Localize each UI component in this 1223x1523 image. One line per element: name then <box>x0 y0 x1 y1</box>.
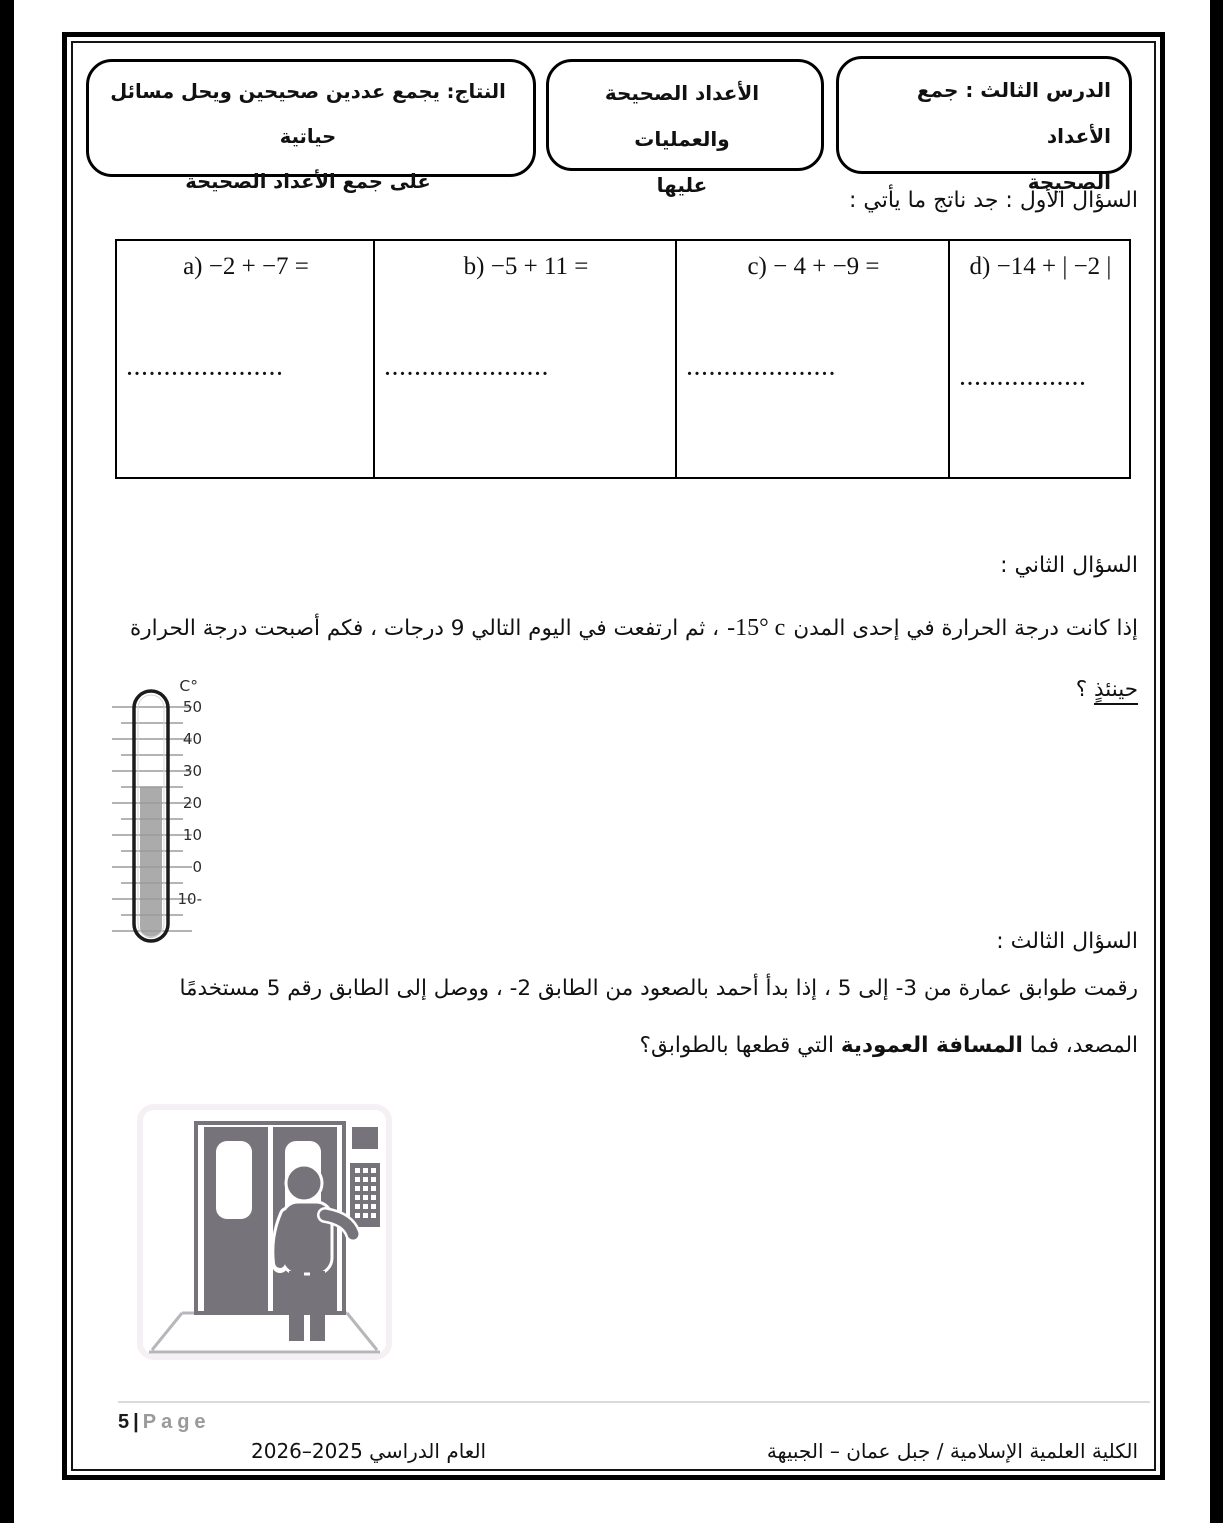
question2-text-before: إذا كانت درجة الحرارة في إحدى المدن <box>793 616 1138 641</box>
table-row <box>116 240 1130 478</box>
question2-label: السؤال الثاني : <box>1000 553 1138 578</box>
academic-year: العام الدراسي 2025–2026 <box>251 1439 487 1463</box>
question3-bold-phrase: المسافة العمودية <box>840 1033 1023 1058</box>
tick-label-0: 0 <box>192 858 202 876</box>
answer-line-c: .................... <box>687 359 837 379</box>
question1-table <box>115 239 1131 479</box>
temperature-value: -15° c <box>727 615 786 641</box>
tick-label-20: 20 <box>182 794 202 812</box>
answer-line-b: ...................... <box>385 359 550 379</box>
question3-label: السؤال الثالث : <box>996 929 1138 954</box>
school-name: الكلية العلمية الإسلامية / جبل عمان – الجبيهة <box>766 1439 1138 1463</box>
problem-expression-c: c) − 4 + −9 = <box>747 253 880 280</box>
page-number-label <box>118 1411 211 1434</box>
door-window-left <box>216 1141 252 1219</box>
lesson-title-box <box>836 56 1132 194</box>
tick-label-10: 10 <box>182 826 202 844</box>
tick-label-50: 50 <box>182 698 202 716</box>
elevator-illustration <box>136 1103 393 1361</box>
page-number-separator: | <box>133 1411 139 1433</box>
outcome-line1: النتاج: يجمع عددين صحيحين ويحل مسائل حياتية <box>110 80 506 148</box>
problem-cell-d <box>949 240 1130 478</box>
problem-expression-b: b) −5 + 11 = <box>463 253 589 280</box>
unit-topic-box <box>546 59 824 197</box>
question3-line1: رقمت طوابق عمارة من 3- إلى 5 ، إذا بدأ أحمد بالصعود من الطابق 2- ، ووصل إلى الطابق رقم 5 مستخدمًا <box>179 976 1138 1001</box>
page-word: Page <box>142 1411 211 1433</box>
lesson-title-line2: الصحيحة <box>1027 170 1111 194</box>
question2-text <box>83 615 1138 642</box>
lesson-title-line1: الدرس الثالث : جمع الأعداد <box>916 78 1111 148</box>
elevator-keypad <box>350 1163 380 1227</box>
floor-indicator-panel <box>352 1127 378 1149</box>
answer-line-a: ..................... <box>127 359 285 379</box>
page-content <box>71 41 1156 1471</box>
question3-line2 <box>83 1033 1138 1058</box>
answer-line-d: ................. <box>960 369 1088 389</box>
question2-underlined-word: حينئذٍ <box>1094 677 1138 705</box>
problem-cell-a <box>116 240 374 478</box>
tick-label-40: 40 <box>182 730 202 748</box>
question3-line2-post: التي قطعها بالطوابق؟ <box>639 1033 841 1058</box>
page-number: 5 <box>118 1411 130 1433</box>
problem-expression-d: d) −14 + | −2 | <box>969 253 1112 280</box>
problem-cell-b <box>374 240 676 478</box>
question3-line2-pre: المصعد، فما <box>1022 1033 1138 1058</box>
thermometer-illustration <box>104 677 334 949</box>
unit-topic-line2: عليها <box>656 173 708 197</box>
outcome-line2: على جمع الأعداد الصحيحة <box>185 169 431 193</box>
tick-label-neg10: -10 <box>177 890 202 908</box>
page-border-frame <box>62 32 1165 1480</box>
footer-divider <box>118 1401 1150 1403</box>
scan-artifact-left <box>0 0 14 1523</box>
tick-label-30: 30 <box>182 762 202 780</box>
question1-label: السؤال الأول : جد ناتج ما يأتي : <box>848 188 1138 213</box>
question2-text-after: ، ثم ارتفعت في اليوم التالي 9 درجات ، فكم أصبحت درجة الحرارة <box>129 616 720 641</box>
problem-cell-c <box>676 240 949 478</box>
problem-expression-a: a) −2 + −7 = <box>183 253 309 280</box>
thermometer-unit: °C <box>179 677 198 695</box>
unit-topic-line1: الأعداد الصحيحة والعمليات <box>604 81 760 151</box>
outcome-box <box>86 59 536 193</box>
scan-artifact-right <box>1210 0 1223 1523</box>
question2-question-mark: ؟ <box>1075 677 1088 702</box>
